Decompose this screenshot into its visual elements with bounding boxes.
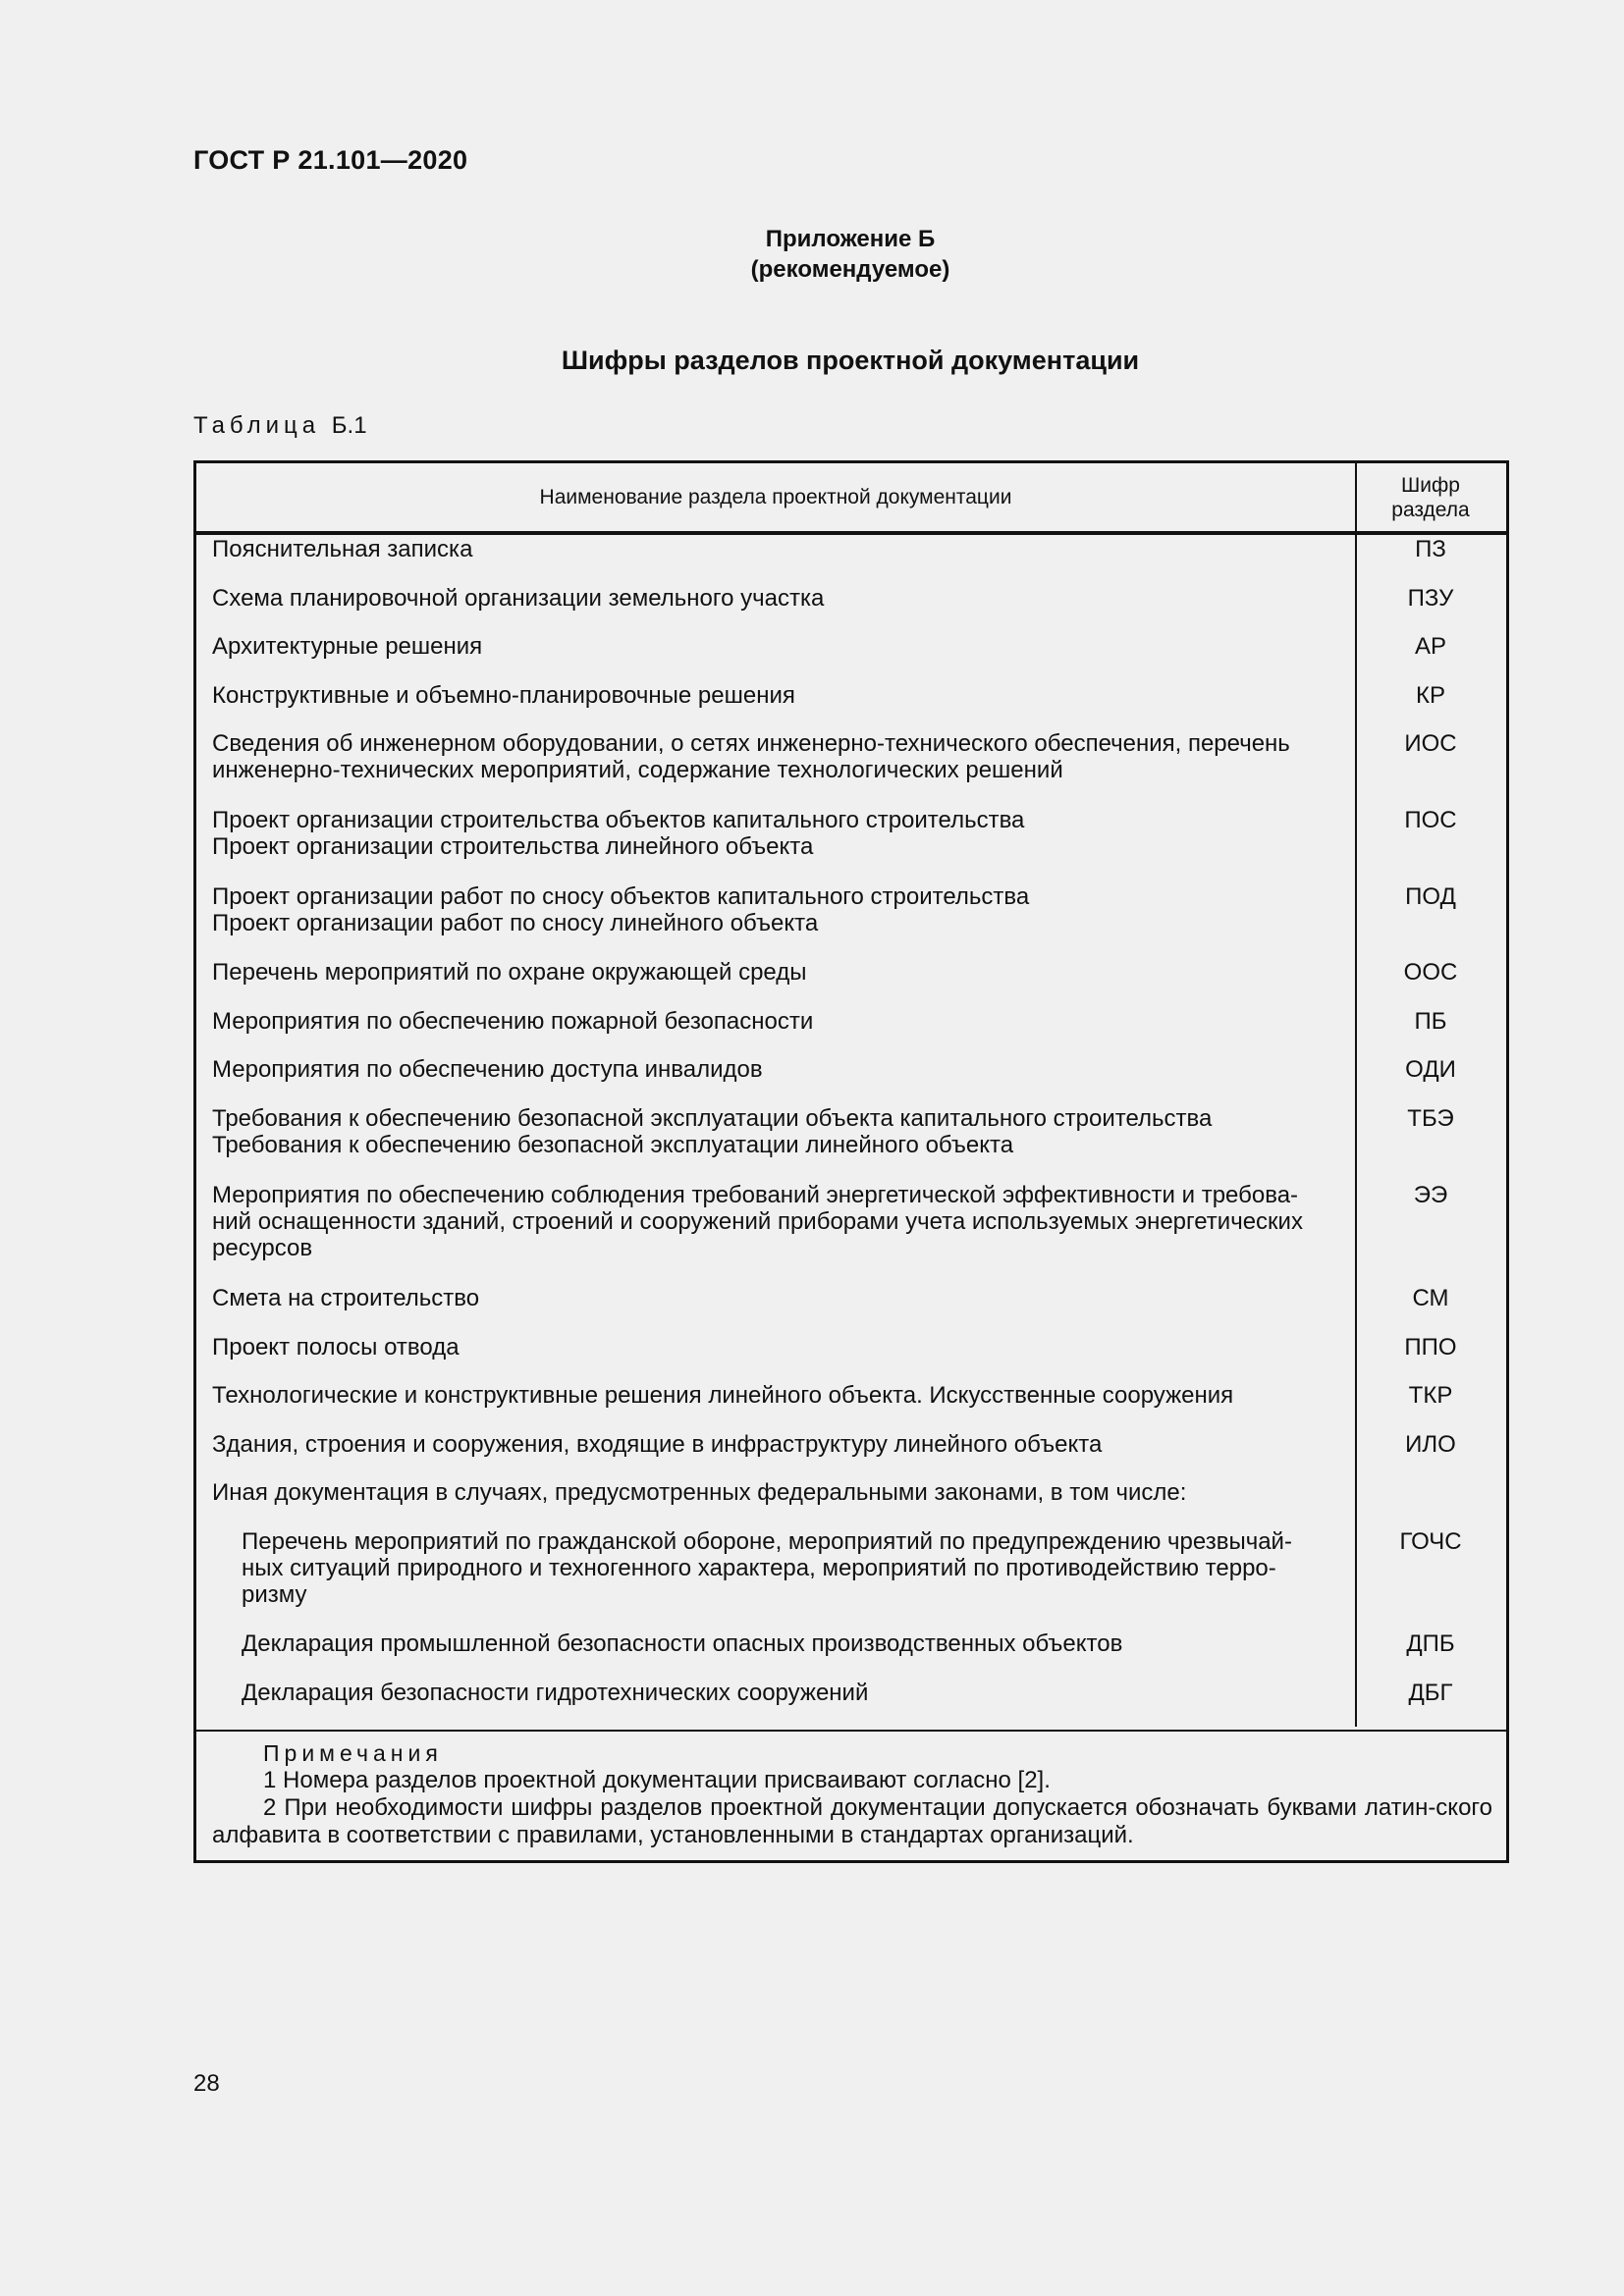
table-caption bbox=[193, 412, 367, 440]
header-name-column: Наименование раздела проектной документации bbox=[539, 485, 1012, 508]
section-name bbox=[212, 807, 1341, 860]
section-name-line: ных ситуаций природного и техногенного характера, мероприятий по противодействию терро- bbox=[242, 1555, 1276, 1581]
section-name bbox=[212, 959, 1341, 986]
section-name-line: Мероприятия по обеспечению пожарной безопасности bbox=[212, 1008, 814, 1035]
section-name-line: Проект организации работ по сносу линейного объекта bbox=[212, 910, 819, 936]
section-code: ИОС bbox=[1404, 730, 1457, 757]
section-code: КР bbox=[1416, 682, 1445, 709]
section-code: ГОЧС bbox=[1399, 1528, 1462, 1555]
section-name bbox=[212, 1056, 1341, 1083]
section-code: ТКР bbox=[1408, 1382, 1453, 1409]
section-name-line: Схема планировочной организации земельного участка bbox=[212, 585, 825, 612]
section-name-line: Здания, строения и сооружения, входящие в инфраструктуру линейного объекта bbox=[212, 1431, 1103, 1458]
section-code: ПОС bbox=[1404, 807, 1457, 833]
section-name bbox=[212, 1105, 1341, 1158]
table-notes bbox=[196, 1730, 1506, 1848]
section-code: ПЗУ bbox=[1407, 585, 1454, 612]
section-name-line: Конструктивные и объемно-планировочные решения bbox=[212, 682, 795, 709]
section-name-line: инженерно-технических мероприятий, содержание технологических решений bbox=[212, 757, 1063, 783]
section-name-line: Архитектурные решения bbox=[212, 633, 483, 660]
section-name bbox=[212, 883, 1341, 936]
note-item: 1 Номера разделов проектной документации присваивают согласно [2]. bbox=[263, 1767, 1051, 1793]
section-code: ПОД bbox=[1405, 883, 1456, 910]
section-name bbox=[212, 585, 1341, 612]
section-name bbox=[242, 1680, 1341, 1706]
section-name-line: Требования к обеспечению безопасной эксплуатации объекта капитального строительства bbox=[212, 1105, 1213, 1132]
section-code: ПБ bbox=[1414, 1008, 1447, 1035]
section-name-line: Декларация безопасности гидротехнических сооружений bbox=[242, 1680, 869, 1706]
table-header bbox=[196, 463, 1506, 533]
section-name bbox=[212, 1431, 1341, 1458]
section-code: ООС bbox=[1403, 959, 1458, 986]
appendix-heading bbox=[0, 224, 1624, 285]
section-name-line: Декларация промышленной безопасности опасных производственных объектов bbox=[242, 1630, 1123, 1657]
section-name-line: Мероприятия по обеспечению доступа инвалидов bbox=[212, 1056, 763, 1083]
section-name bbox=[212, 682, 1341, 709]
section-code: ДБГ bbox=[1408, 1680, 1453, 1706]
section-name-line: ний оснащенности зданий, строений и сооружений приборами учета используемых энергетических bbox=[212, 1208, 1303, 1235]
section-name bbox=[212, 1479, 1341, 1506]
section-name bbox=[212, 1285, 1341, 1311]
section-code: ТБЭ bbox=[1407, 1105, 1454, 1132]
section-name-line: Сведения об инженерном оборудовании, о сетях инженерно-технического обеспечения, перечень bbox=[212, 730, 1290, 757]
section-name bbox=[212, 536, 1341, 562]
section-code: АР bbox=[1414, 633, 1446, 660]
section-code: ППО bbox=[1404, 1334, 1457, 1361]
section-name bbox=[212, 1182, 1341, 1261]
appendix-status: (рекомендуемое) bbox=[750, 256, 950, 283]
section-name bbox=[212, 1382, 1341, 1409]
section-code: ЭЭ bbox=[1413, 1182, 1448, 1208]
section-title: Шифры разделов проектной документации bbox=[561, 346, 1140, 375]
section-name-line: Перечень мероприятий по охране окружающей среды bbox=[212, 959, 807, 986]
section-name bbox=[212, 1334, 1341, 1361]
section-name-line: Требования к обеспечению безопасной эксплуатации линейного объекта bbox=[212, 1132, 1014, 1158]
header-code-line1: Шифр bbox=[1401, 473, 1460, 497]
section-code: СМ bbox=[1412, 1285, 1449, 1311]
section-name-line: Проект организации строительства объектов капитального строительства bbox=[212, 807, 1025, 833]
note-item: 2 При необходимости шифры разделов проектной документации допускается обозначать буквами латин-ского алфавита в соответствии с правилами, установленными в стандартах организаций. bbox=[212, 1794, 1492, 1848]
appendix-title: Приложение Б bbox=[765, 226, 936, 252]
table-caption-number: Б.1 bbox=[331, 412, 367, 439]
header-code-line2: раздела bbox=[1391, 498, 1470, 521]
section-name-line: Мероприятия по обеспечению соблюдения требований энергетической эффективности и требова- bbox=[212, 1182, 1299, 1208]
section-code: ДПБ bbox=[1406, 1630, 1455, 1657]
section-name-line: Смета на строительство bbox=[212, 1285, 480, 1311]
section-code: ОДИ bbox=[1405, 1056, 1456, 1083]
section-name bbox=[242, 1528, 1341, 1608]
section-name-line: Проект полосы отвода bbox=[212, 1334, 460, 1361]
section-name-line: Проект организации работ по сносу объектов капитального строительства bbox=[212, 883, 1030, 910]
section-name bbox=[212, 633, 1341, 660]
section-name-line: Иная документация в случаях, предусмотренных федеральными законами, в том числе: bbox=[212, 1479, 1187, 1506]
section-name-line: ресурсов bbox=[212, 1235, 313, 1261]
notes-title: Примечания bbox=[263, 1740, 443, 1766]
section-code: ИЛО bbox=[1405, 1431, 1456, 1458]
section-name-line: Пояснительная записка bbox=[212, 536, 473, 562]
section-name bbox=[212, 1008, 1341, 1035]
header-code-column bbox=[1355, 463, 1506, 531]
page-number: 28 bbox=[193, 2070, 220, 2097]
section-name-line: ризму bbox=[242, 1581, 307, 1608]
table-caption-word: Таблица bbox=[193, 412, 321, 439]
section-name-line: Проект организации строительства линейного объекта bbox=[212, 833, 814, 860]
sections-table bbox=[193, 460, 1509, 1863]
section-name bbox=[212, 730, 1341, 783]
section-code: ПЗ bbox=[1415, 536, 1446, 562]
section-name bbox=[242, 1630, 1341, 1657]
doc-code: ГОСТ Р 21.101—2020 bbox=[193, 145, 468, 175]
section-name-line: Технологические и конструктивные решения линейного объекта. Искусственные сооружения bbox=[212, 1382, 1234, 1409]
section-name-line: Перечень мероприятий по гражданской обороне, мероприятий по предупреждению чрезвычай- bbox=[242, 1528, 1292, 1555]
